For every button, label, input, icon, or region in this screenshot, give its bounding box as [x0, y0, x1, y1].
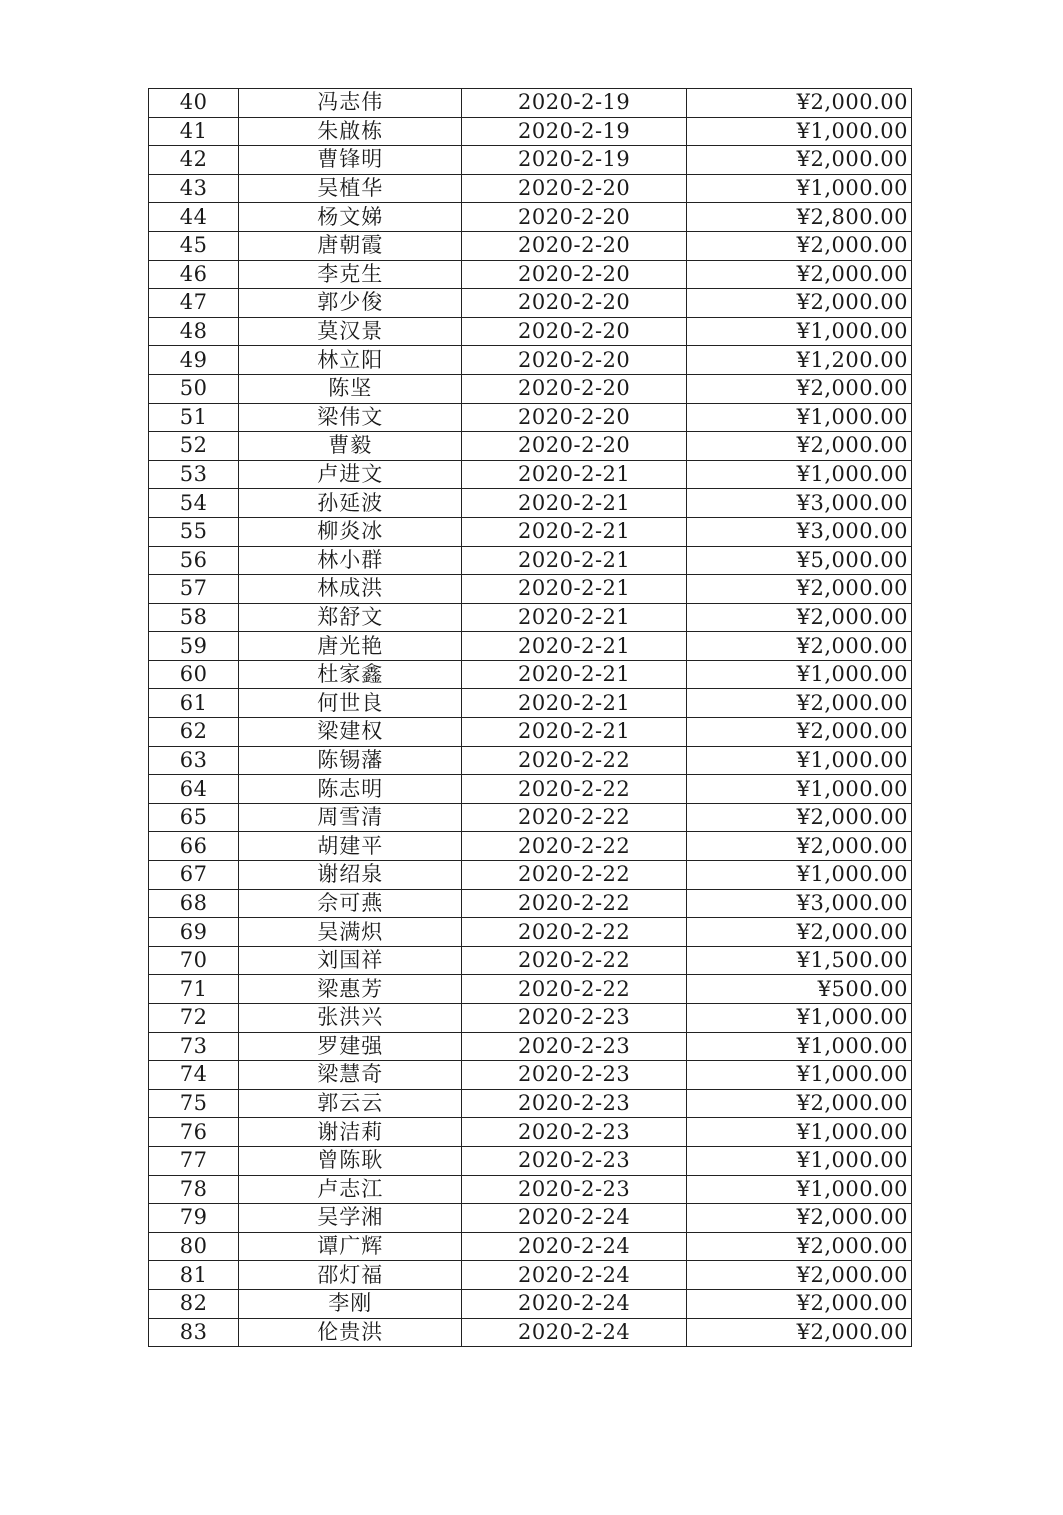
name-cell: 梁建权: [239, 718, 462, 747]
table-row: [149, 89, 912, 118]
table-row: [149, 546, 912, 575]
row-number-cell: 64: [149, 775, 239, 804]
name-cell: 梁惠芳: [239, 975, 462, 1004]
table-row: [149, 517, 912, 546]
name-cell: 梁慧奇: [239, 1061, 462, 1090]
amount-cell: ¥2,000.00: [687, 718, 912, 747]
amount-cell: ¥2,000.00: [687, 260, 912, 289]
name-cell: 刘国祥: [239, 946, 462, 975]
row-number-cell: 46: [149, 260, 239, 289]
table-row: [149, 203, 912, 232]
date-cell: 2020-2-23: [462, 1061, 687, 1090]
table-row: [149, 689, 912, 718]
table-row: [149, 1089, 912, 1118]
row-number-cell: 83: [149, 1318, 239, 1347]
table-row: [149, 1232, 912, 1261]
table-row: [149, 1032, 912, 1061]
table-row: [149, 1146, 912, 1175]
name-cell: 柳炎冰: [239, 517, 462, 546]
table-row: [149, 432, 912, 461]
row-number-cell: 73: [149, 1032, 239, 1061]
row-number-cell: 47: [149, 289, 239, 318]
date-cell: 2020-2-23: [462, 1032, 687, 1061]
date-cell: 2020-2-23: [462, 1004, 687, 1033]
row-number-cell: 49: [149, 346, 239, 375]
name-cell: 卢志江: [239, 1175, 462, 1204]
name-cell: 曹锋明: [239, 146, 462, 175]
table-row: [149, 260, 912, 289]
name-cell: 谭广辉: [239, 1232, 462, 1261]
date-cell: 2020-2-20: [462, 174, 687, 203]
name-cell: 林立阳: [239, 346, 462, 375]
table-row: [149, 1289, 912, 1318]
row-number-cell: 53: [149, 460, 239, 489]
date-cell: 2020-2-19: [462, 89, 687, 118]
table-row: [149, 1118, 912, 1147]
amount-cell: ¥1,000.00: [687, 746, 912, 775]
row-number-cell: 68: [149, 889, 239, 918]
row-number-cell: 81: [149, 1261, 239, 1290]
row-number-cell: 65: [149, 803, 239, 832]
table-row: [149, 1175, 912, 1204]
date-cell: 2020-2-20: [462, 432, 687, 461]
name-cell: 唐朝霞: [239, 231, 462, 260]
name-cell: 罗建强: [239, 1032, 462, 1061]
row-number-cell: 67: [149, 861, 239, 890]
row-number-cell: 62: [149, 718, 239, 747]
amount-cell: ¥1,200.00: [687, 346, 912, 375]
name-cell: 周雪清: [239, 803, 462, 832]
amount-cell: ¥5,000.00: [687, 546, 912, 575]
row-number-cell: 66: [149, 832, 239, 861]
name-cell: 曹毅: [239, 432, 462, 461]
row-number-cell: 80: [149, 1232, 239, 1261]
amount-cell: ¥3,000.00: [687, 889, 912, 918]
amount-cell: ¥2,000.00: [687, 1232, 912, 1261]
amount-cell: ¥2,000.00: [687, 832, 912, 861]
amount-cell: ¥2,000.00: [687, 575, 912, 604]
name-cell: 冯志伟: [239, 89, 462, 118]
row-number-cell: 79: [149, 1204, 239, 1233]
table-row: [149, 803, 912, 832]
row-number-cell: 56: [149, 546, 239, 575]
name-cell: 吴满炽: [239, 918, 462, 947]
row-number-cell: 50: [149, 374, 239, 403]
name-cell: 郭少俊: [239, 289, 462, 318]
table-row: [149, 460, 912, 489]
amount-cell: ¥1,000.00: [687, 403, 912, 432]
row-number-cell: 48: [149, 317, 239, 346]
date-cell: 2020-2-22: [462, 918, 687, 947]
date-cell: 2020-2-19: [462, 146, 687, 175]
name-cell: 唐光艳: [239, 632, 462, 661]
amount-cell: ¥2,000.00: [687, 89, 912, 118]
table-row: [149, 289, 912, 318]
date-cell: 2020-2-24: [462, 1318, 687, 1347]
name-cell: 郑舒文: [239, 603, 462, 632]
table-row: [149, 1318, 912, 1347]
row-number-cell: 52: [149, 432, 239, 461]
row-number-cell: 70: [149, 946, 239, 975]
table-row: [149, 975, 912, 1004]
row-number-cell: 75: [149, 1089, 239, 1118]
row-number-cell: 59: [149, 632, 239, 661]
name-cell: 陈锡藩: [239, 746, 462, 775]
table-row: [149, 660, 912, 689]
name-cell: 林小群: [239, 546, 462, 575]
name-cell: 郭云云: [239, 1089, 462, 1118]
amount-cell: ¥2,000.00: [687, 918, 912, 947]
amount-cell: ¥1,000.00: [687, 174, 912, 203]
date-cell: 2020-2-22: [462, 975, 687, 1004]
name-cell: 杜家鑫: [239, 660, 462, 689]
date-cell: 2020-2-21: [462, 575, 687, 604]
name-cell: 孙延波: [239, 489, 462, 518]
name-cell: 何世良: [239, 689, 462, 718]
date-cell: 2020-2-22: [462, 803, 687, 832]
date-cell: 2020-2-20: [462, 374, 687, 403]
amount-cell: ¥1,500.00: [687, 946, 912, 975]
amount-cell: ¥2,000.00: [687, 1204, 912, 1233]
table-row: [149, 374, 912, 403]
table-row: [149, 174, 912, 203]
row-number-cell: 55: [149, 517, 239, 546]
row-number-cell: 44: [149, 203, 239, 232]
date-cell: 2020-2-21: [462, 546, 687, 575]
row-number-cell: 60: [149, 660, 239, 689]
table-row: [149, 231, 912, 260]
amount-cell: ¥2,000.00: [687, 374, 912, 403]
table-row: [149, 1261, 912, 1290]
date-cell: 2020-2-24: [462, 1232, 687, 1261]
date-cell: 2020-2-21: [462, 660, 687, 689]
table-row: [149, 718, 912, 747]
amount-cell: ¥1,000.00: [687, 1032, 912, 1061]
date-cell: 2020-2-21: [462, 517, 687, 546]
row-number-cell: 69: [149, 918, 239, 947]
row-number-cell: 72: [149, 1004, 239, 1033]
name-cell: 梁伟文: [239, 403, 462, 432]
date-cell: 2020-2-20: [462, 317, 687, 346]
name-cell: 吴植华: [239, 174, 462, 203]
date-cell: 2020-2-24: [462, 1261, 687, 1290]
amount-cell: ¥2,000.00: [687, 1289, 912, 1318]
amount-cell: ¥2,000.00: [687, 432, 912, 461]
date-cell: 2020-2-23: [462, 1118, 687, 1147]
date-cell: 2020-2-20: [462, 289, 687, 318]
amount-cell: ¥1,000.00: [687, 1146, 912, 1175]
row-number-cell: 82: [149, 1289, 239, 1318]
table-row: [149, 832, 912, 861]
row-number-cell: 78: [149, 1175, 239, 1204]
amount-cell: ¥2,000.00: [687, 603, 912, 632]
row-number-cell: 63: [149, 746, 239, 775]
row-number-cell: 57: [149, 575, 239, 604]
table-row: [149, 346, 912, 375]
name-cell: 陈坚: [239, 374, 462, 403]
table-row: [149, 746, 912, 775]
date-cell: 2020-2-21: [462, 718, 687, 747]
name-cell: 莫汉景: [239, 317, 462, 346]
table-row: [149, 1061, 912, 1090]
row-number-cell: 71: [149, 975, 239, 1004]
amount-cell: ¥500.00: [687, 975, 912, 1004]
date-cell: 2020-2-24: [462, 1289, 687, 1318]
amount-cell: ¥1,000.00: [687, 117, 912, 146]
amount-cell: ¥3,000.00: [687, 517, 912, 546]
name-cell: 卢进文: [239, 460, 462, 489]
date-cell: 2020-2-20: [462, 231, 687, 260]
date-cell: 2020-2-20: [462, 403, 687, 432]
amount-cell: ¥2,000.00: [687, 632, 912, 661]
amount-cell: ¥1,000.00: [687, 1118, 912, 1147]
row-number-cell: 74: [149, 1061, 239, 1090]
row-number-cell: 51: [149, 403, 239, 432]
amount-cell: ¥2,000.00: [687, 803, 912, 832]
row-number-cell: 45: [149, 231, 239, 260]
name-cell: 杨文娣: [239, 203, 462, 232]
date-cell: 2020-2-22: [462, 946, 687, 975]
amount-cell: ¥2,000.00: [687, 146, 912, 175]
date-cell: 2020-2-20: [462, 346, 687, 375]
date-cell: 2020-2-20: [462, 260, 687, 289]
table-row: [149, 632, 912, 661]
table-row: [149, 1004, 912, 1033]
table-row: [149, 946, 912, 975]
name-cell: 伦贵洪: [239, 1318, 462, 1347]
name-cell: 谢洁莉: [239, 1118, 462, 1147]
name-cell: 林成洪: [239, 575, 462, 604]
date-cell: 2020-2-20: [462, 203, 687, 232]
amount-cell: ¥1,000.00: [687, 1175, 912, 1204]
name-cell: 佘可燕: [239, 889, 462, 918]
row-number-cell: 43: [149, 174, 239, 203]
amount-cell: ¥1,000.00: [687, 1004, 912, 1033]
name-cell: 陈志明: [239, 775, 462, 804]
table-row: [149, 575, 912, 604]
date-cell: 2020-2-23: [462, 1175, 687, 1204]
row-number-cell: 77: [149, 1146, 239, 1175]
date-cell: 2020-2-21: [462, 689, 687, 718]
amount-cell: ¥3,000.00: [687, 489, 912, 518]
amount-cell: ¥1,000.00: [687, 775, 912, 804]
name-cell: 谢绍泉: [239, 861, 462, 890]
table-row: [149, 146, 912, 175]
row-number-cell: 61: [149, 689, 239, 718]
amount-cell: ¥1,000.00: [687, 861, 912, 890]
table-row: [149, 1204, 912, 1233]
name-cell: 李刚: [239, 1289, 462, 1318]
name-cell: 朱啟栋: [239, 117, 462, 146]
row-number-cell: 58: [149, 603, 239, 632]
name-cell: 张洪兴: [239, 1004, 462, 1033]
date-cell: 2020-2-24: [462, 1204, 687, 1233]
amount-cell: ¥2,000.00: [687, 289, 912, 318]
table-row: [149, 861, 912, 890]
table-row: [149, 603, 912, 632]
table-row: [149, 918, 912, 947]
table-body: [149, 89, 912, 1347]
date-cell: 2020-2-19: [462, 117, 687, 146]
amount-cell: ¥1,000.00: [687, 460, 912, 489]
name-cell: 曾陈耿: [239, 1146, 462, 1175]
amount-cell: ¥1,000.00: [687, 1061, 912, 1090]
date-cell: 2020-2-21: [462, 489, 687, 518]
name-cell: 吴学湘: [239, 1204, 462, 1233]
name-cell: 邵灯福: [239, 1261, 462, 1290]
donation-table: [148, 88, 912, 1347]
name-cell: 胡建平: [239, 832, 462, 861]
amount-cell: ¥1,000.00: [687, 317, 912, 346]
date-cell: 2020-2-23: [462, 1146, 687, 1175]
date-cell: 2020-2-22: [462, 889, 687, 918]
date-cell: 2020-2-22: [462, 861, 687, 890]
amount-cell: ¥2,000.00: [687, 231, 912, 260]
table-row: [149, 889, 912, 918]
row-number-cell: 76: [149, 1118, 239, 1147]
table-row: [149, 117, 912, 146]
amount-cell: ¥2,000.00: [687, 689, 912, 718]
date-cell: 2020-2-22: [462, 775, 687, 804]
amount-cell: ¥2,000.00: [687, 1261, 912, 1290]
date-cell: 2020-2-21: [462, 460, 687, 489]
date-cell: 2020-2-21: [462, 603, 687, 632]
date-cell: 2020-2-23: [462, 1089, 687, 1118]
amount-cell: ¥2,800.00: [687, 203, 912, 232]
table-row: [149, 775, 912, 804]
row-number-cell: 42: [149, 146, 239, 175]
row-number-cell: 40: [149, 89, 239, 118]
table-row: [149, 489, 912, 518]
amount-cell: ¥2,000.00: [687, 1318, 912, 1347]
amount-cell: ¥2,000.00: [687, 1089, 912, 1118]
amount-cell: ¥1,000.00: [687, 660, 912, 689]
date-cell: 2020-2-22: [462, 832, 687, 861]
row-number-cell: 54: [149, 489, 239, 518]
date-cell: 2020-2-22: [462, 746, 687, 775]
table-row: [149, 317, 912, 346]
table-row: [149, 403, 912, 432]
row-number-cell: 41: [149, 117, 239, 146]
name-cell: 李克生: [239, 260, 462, 289]
date-cell: 2020-2-21: [462, 632, 687, 661]
